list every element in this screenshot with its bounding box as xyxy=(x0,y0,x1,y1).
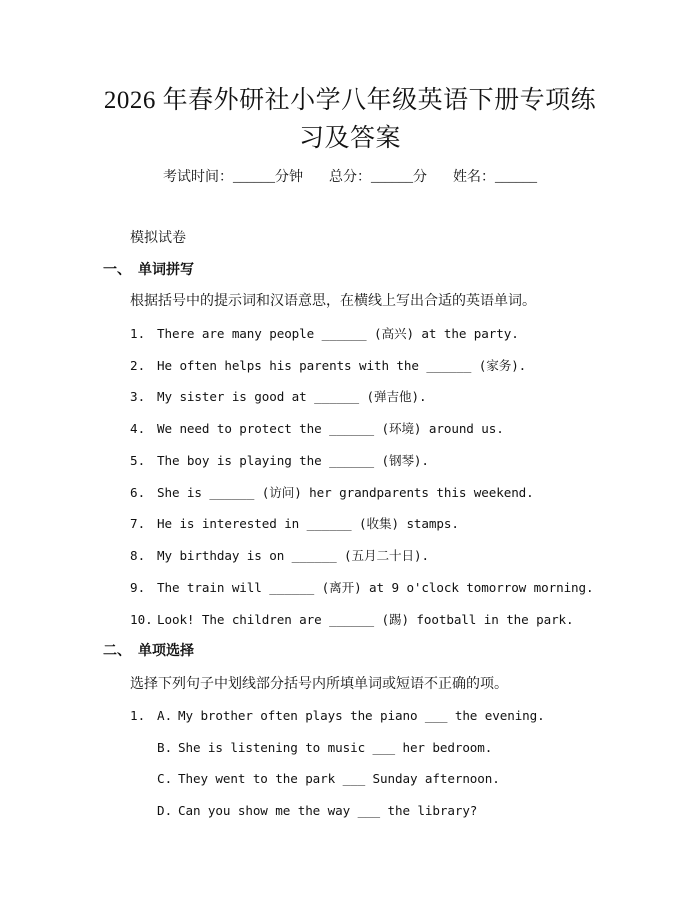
option-text: They went to the park ___ Sunday afternoon. xyxy=(178,771,500,786)
section-1-title: 单词拼写 xyxy=(138,263,194,278)
question-number: 6. xyxy=(130,485,146,500)
question-number: 9. xyxy=(130,580,146,595)
section-2-instruction: 选择下列句子中划线部分括号内所填单词或短语不正确的项。 xyxy=(130,677,508,692)
section-2-number: 二、 xyxy=(103,644,131,659)
paper-subtitle: 模拟试卷 xyxy=(130,231,186,246)
question-text: There are many people ______ (高兴) at the party. xyxy=(157,326,519,341)
exam-meta xyxy=(0,168,700,188)
question-text: My birthday is on ______ (五月二十日). xyxy=(157,548,429,563)
total-score-field: 总分：______分 xyxy=(329,170,427,185)
question-text: We need to protect the ______ (环境) around us. xyxy=(157,421,504,436)
question-number: 1. xyxy=(130,326,146,341)
option-letter: C. xyxy=(157,771,173,786)
question-number: 1. xyxy=(130,708,146,723)
question-number: 5. xyxy=(130,453,146,468)
question-text: Look! The children are ______ (踢) football in the park. xyxy=(157,612,574,627)
page-title-line-1: 2026 年春外研社小学八年级英语下册专项练 xyxy=(103,87,597,114)
question-number: 3. xyxy=(130,389,146,404)
question-text: He often helps his parents with the ______ (家务). xyxy=(157,358,527,373)
question-number: 7. xyxy=(130,516,146,531)
student-name-field: 姓名：______ xyxy=(453,170,537,185)
question-number: 2. xyxy=(130,358,146,373)
option-text: My brother often plays the piano ___ the evening. xyxy=(178,708,545,723)
question-number: 10. xyxy=(130,612,153,627)
section-1-number: 一、 xyxy=(103,263,131,278)
exam-time-field: 考试时间：______分钟 xyxy=(163,170,303,185)
question-text: My sister is good at ______ (弹吉他). xyxy=(157,389,427,404)
question-text: The boy is playing the ______ (钢琴). xyxy=(157,453,429,468)
option-letter: D. xyxy=(157,803,173,818)
option-letter: A. xyxy=(157,708,173,723)
option-text: Can you show me the way ___ the library? xyxy=(178,803,478,818)
question-number: 4. xyxy=(130,421,146,436)
option-text: She is listening to music ___ her bedroom. xyxy=(178,740,493,755)
section-2-title: 单项选择 xyxy=(138,644,194,659)
question-text: She is ______ (访问) her grandparents this weekend. xyxy=(157,485,534,500)
question-text: The train will ______ (离开) at 9 o'clock tomorrow morning. xyxy=(157,580,594,595)
page-title-line-2: 习及答案 xyxy=(298,125,401,152)
question-text: He is interested in ______ (收集) stamps. xyxy=(157,516,459,531)
question-number: 8. xyxy=(130,548,146,563)
section-1-instruction: 根据括号中的提示词和汉语意思，在横线上写出合适的英语单词。 xyxy=(130,294,536,309)
option-letter: B. xyxy=(157,740,173,755)
